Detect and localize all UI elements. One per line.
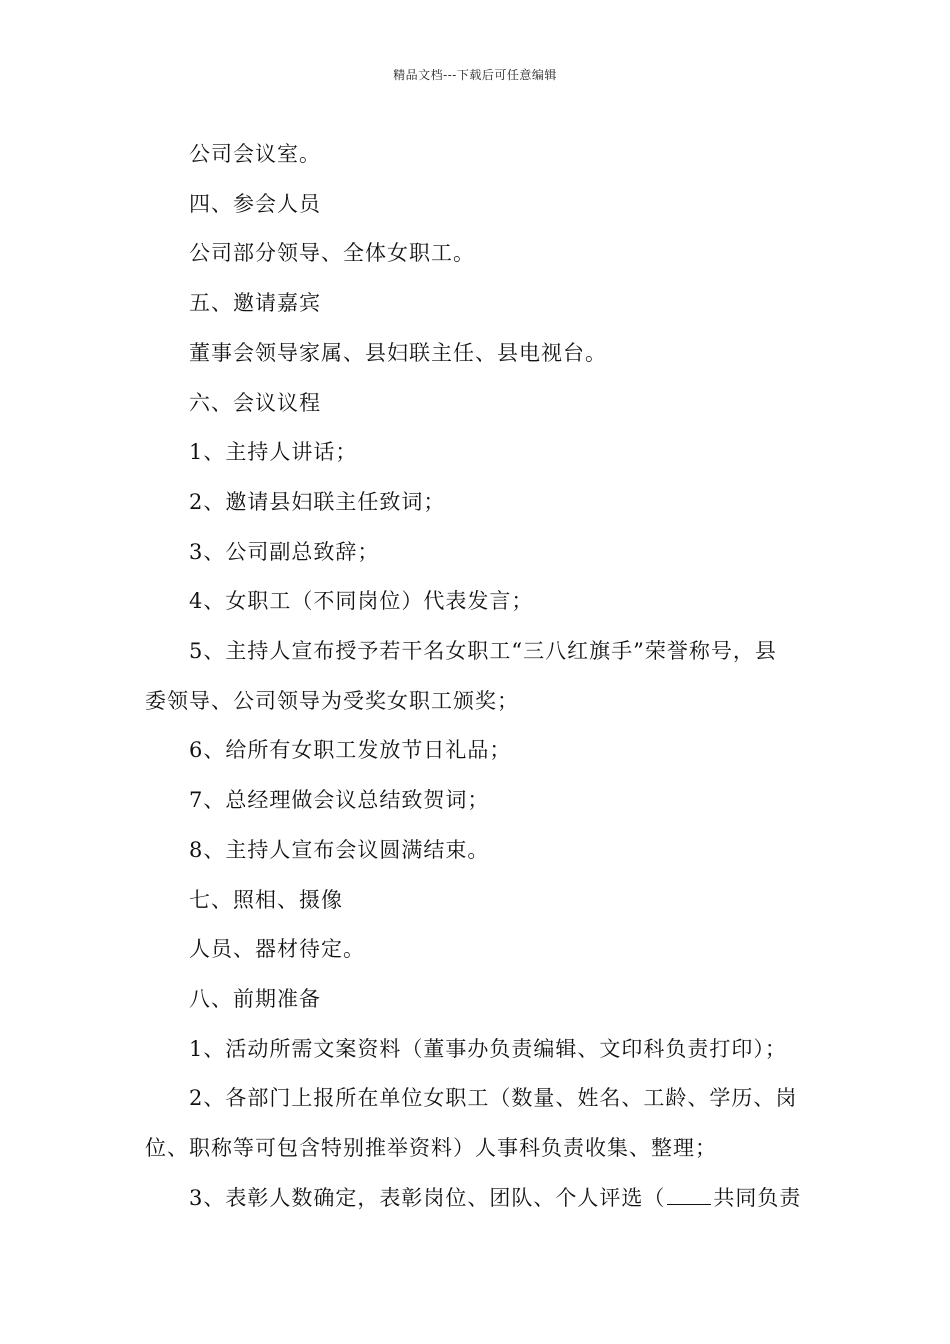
paragraph-line: 人员、器材待定。	[189, 937, 365, 962]
section-heading: 八、前期准备	[189, 986, 321, 1011]
agenda-item: 3、公司副总致辞；	[189, 539, 380, 564]
fill-in-blank	[667, 1186, 711, 1205]
agenda-item-continuation: 委领导、公司领导为受奖女职工颁奖；	[145, 688, 519, 713]
section-heading: 六、会议议程	[189, 390, 321, 415]
agenda-item: 5、主持人宣布授予若干名女职工“三八红旗手”荣誉称号，县	[189, 639, 777, 664]
agenda-item: 6、给所有女职工发放节日礼品；	[189, 738, 512, 763]
preparation-item: 2、各部门上报所在单位女职工（数量、姓名、工龄、学历、岗	[189, 1086, 798, 1111]
paragraph-line: 公司部分领导、全体女职工。	[189, 241, 475, 266]
page-header: 精品文档---下载后可任意编辑	[393, 68, 557, 82]
preparation-item: 1、活动所需文案资料（董事办负责编辑、文印科负责打印）；	[189, 1036, 787, 1061]
agenda-item: 1、主持人讲话；	[189, 440, 358, 465]
line-text-after-blank: 共同负责	[713, 1185, 802, 1210]
section-heading: 五、邀请嘉宾	[189, 291, 321, 316]
section-heading: 四、参会人员	[189, 191, 321, 216]
agenda-item: 2、邀请县妇联主任致词；	[189, 489, 446, 514]
paragraph-line: 董事会领导家属、县妇联主任、县电视台。	[189, 340, 607, 365]
paragraph-line: 公司会议室。	[189, 142, 321, 166]
agenda-item: 8、主持人宣布会议圆满结束。	[189, 837, 490, 862]
document-body	[145, 130, 810, 1223]
section-heading: 七、照相、摄像	[189, 887, 343, 912]
line-text-before-blank: 3、表彰人数确定，表彰岗位、团队、个人评选（	[189, 1185, 666, 1210]
agenda-item: 4、女职工（不同岗位）代表发言；	[189, 589, 534, 614]
preparation-item	[145, 1174, 810, 1224]
agenda-item: 7、总经理做会议总结致贺词；	[189, 788, 490, 813]
preparation-item-continuation: 位、职称等可包含特别推举资料）人事科负责收集、整理；	[145, 1136, 717, 1161]
